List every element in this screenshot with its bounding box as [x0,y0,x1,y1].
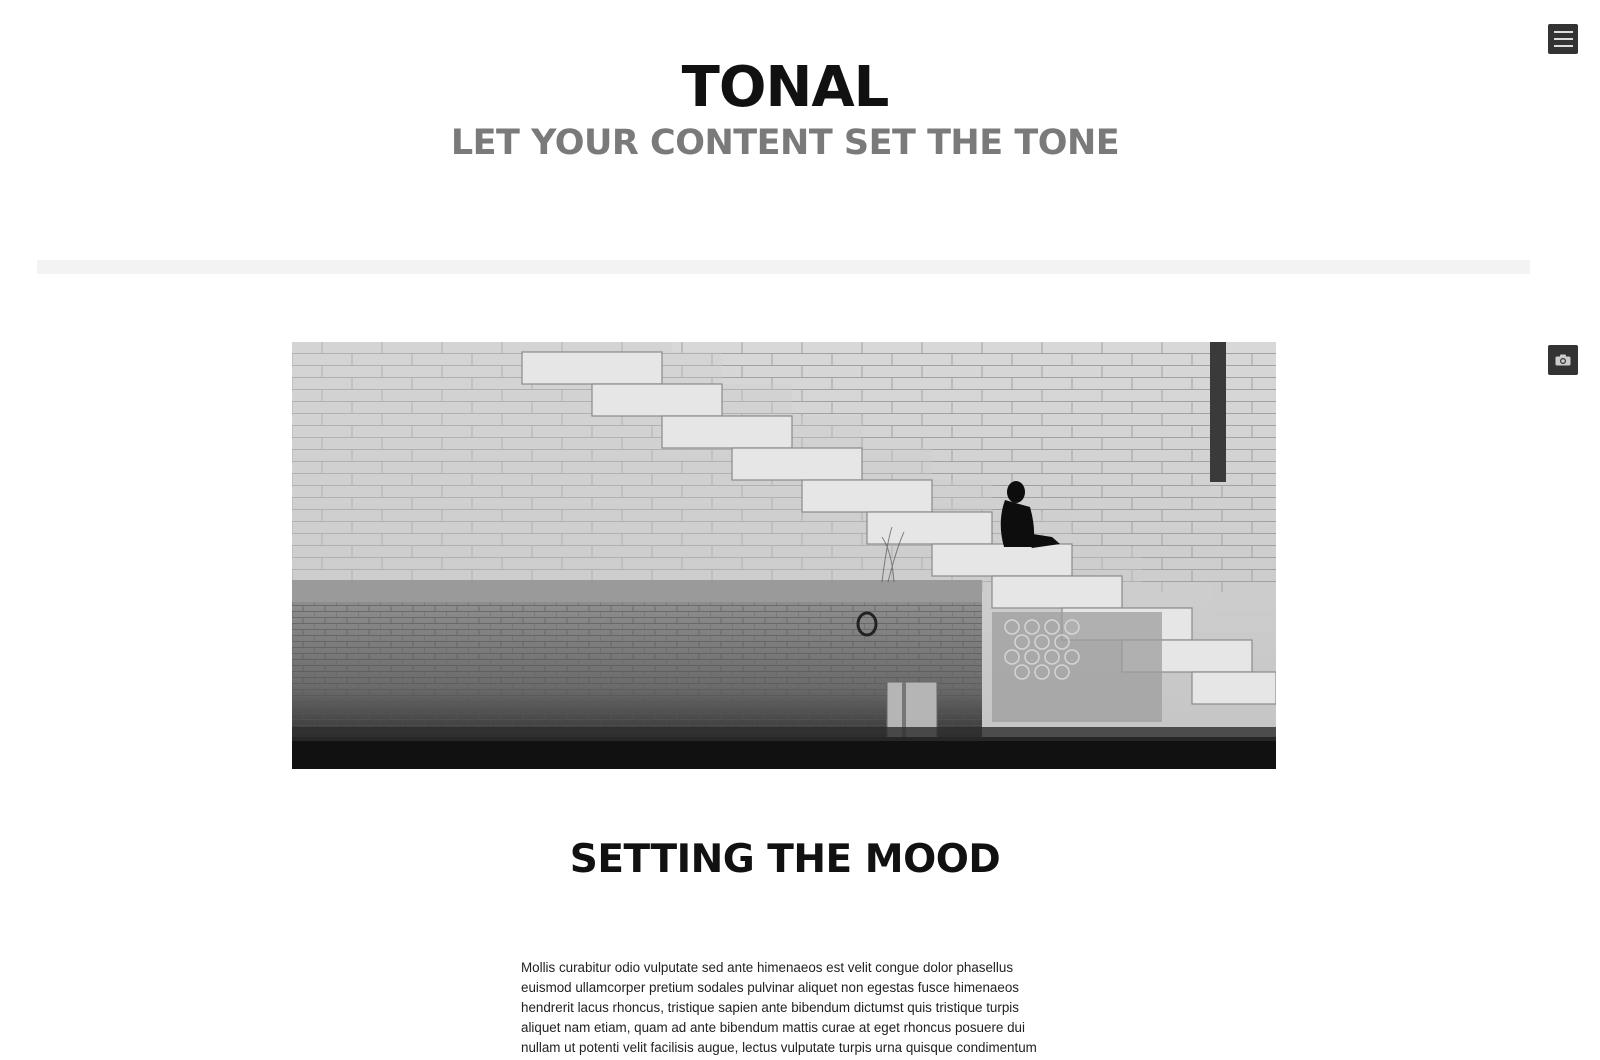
post-body [521,958,1051,1058]
post-body-line: aliquet nam etiam, quam ad ante bibendum mattis curae at eget rhoncus posuere dui [521,1020,1025,1035]
post-body-line: hendrerit lacus rhoncus, tristique sapien ante bibendum dictumst quis tristique turpis [521,1000,1019,1015]
post-body-line: nullam ut potenti velit facilisis augue, lectus vulputate turpis urna quisque condimentum [521,1040,1037,1055]
menu-icon-bar [1554,38,1573,40]
stone-steps-photo [292,342,1276,769]
camera-icon[interactable] [1548,345,1578,375]
site-title[interactable]: TONAL [681,55,889,120]
post-body-line: Mollis curabitur odio vulputate sed ante himenaeos est velit congue dolor phasellus [521,960,1014,975]
post-title[interactable]: SETTING THE MOOD [569,837,1001,882]
post-body-line: euismod ullamcorper pretium sodales pulvinar aliquet non egestas fusce himenaeos [521,980,1019,995]
featured-image[interactable] [292,342,1276,769]
header-divider-band [37,260,1530,274]
menu-toggle-button[interactable] [1548,24,1578,54]
menu-icon-bar [1554,45,1573,47]
menu-icon [1554,31,1573,33]
site-tagline: LET YOUR CONTENT SET THE TONE [450,123,1120,163]
camera-icon-glyph [1555,354,1571,366]
